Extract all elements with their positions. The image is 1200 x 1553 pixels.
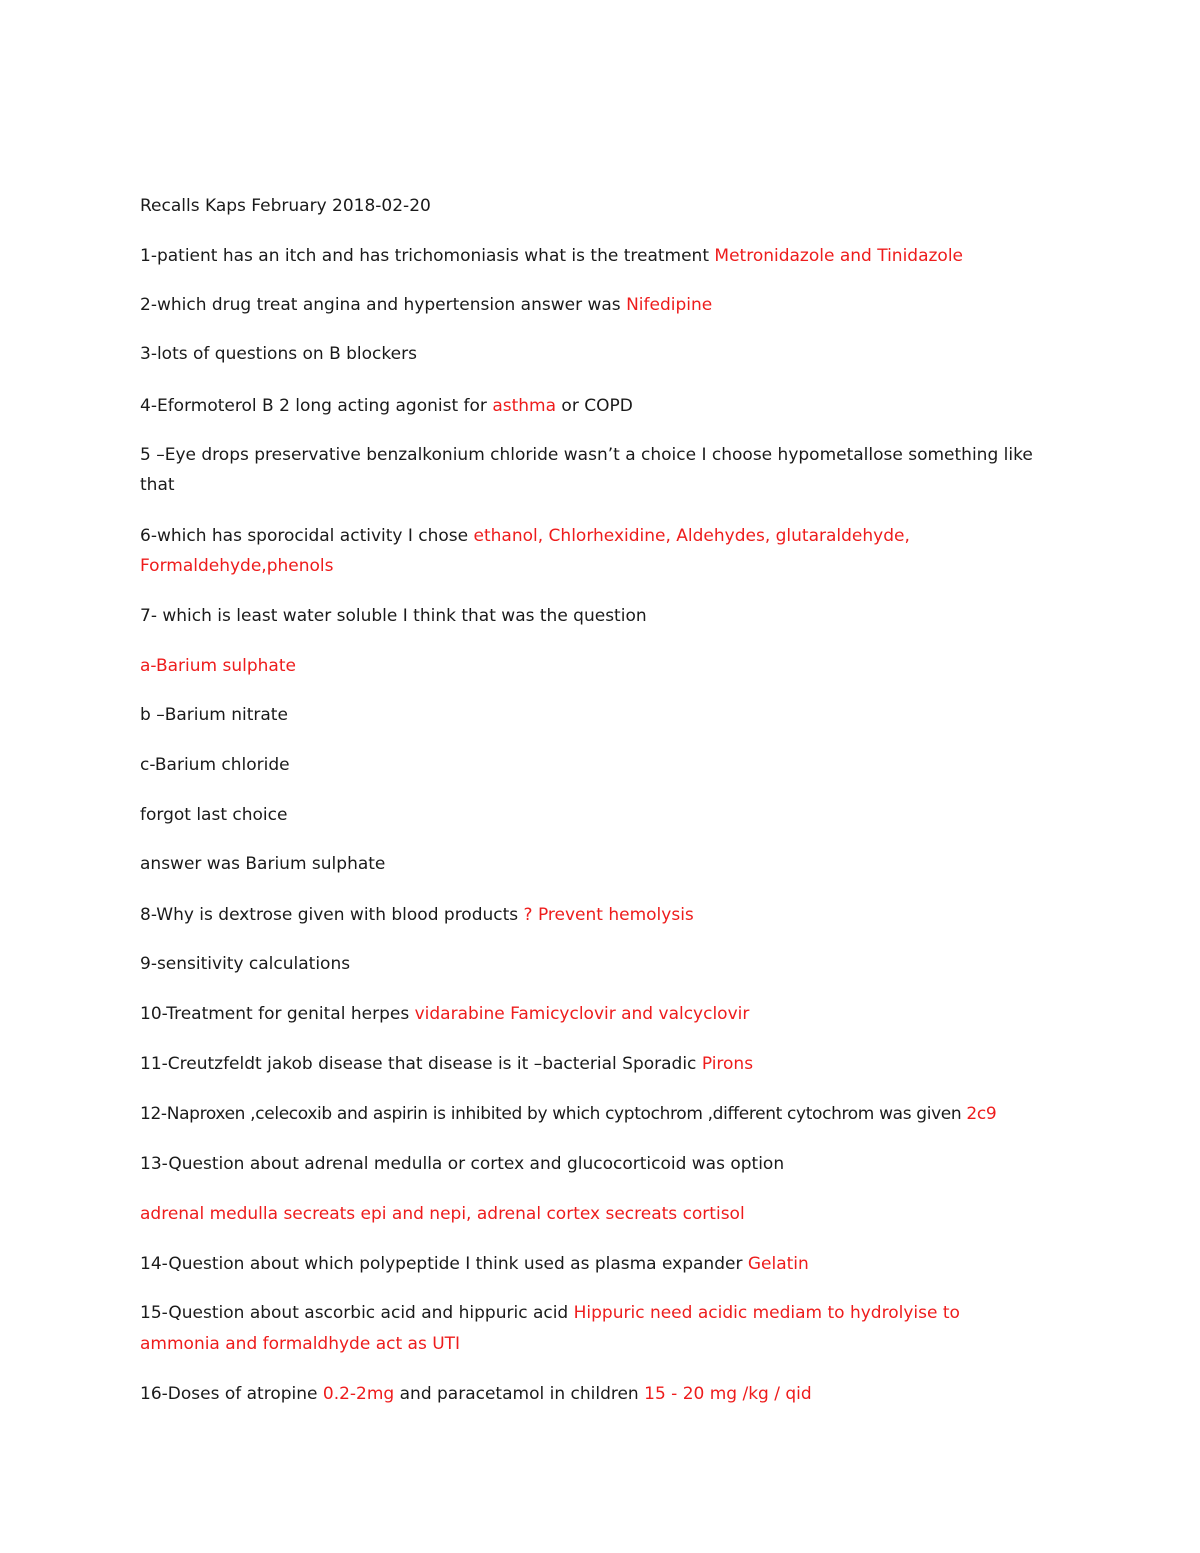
question-6-text: 6-which has sporocidal activity I chose — [140, 526, 474, 546]
question-16-text-2: and paracetamol in children — [394, 1384, 645, 1404]
question-16-answer-paracetamol: 15 - 20 mg /kg / qid — [644, 1384, 812, 1404]
question-15-answer-line-2: ammonia and formaldhyde act as UTI — [140, 1334, 461, 1354]
question-8-answer: ? Prevent hemolysis — [523, 905, 694, 925]
question-10-answer: vidarabine Famicyclovir and valcyclovir — [414, 1004, 750, 1024]
question-12 — [140, 1103, 996, 1125]
question-15-answer-line-1: Hippuric need acidic mediam to hydrolyise to — [573, 1303, 960, 1323]
question-2 — [140, 294, 712, 316]
question-1-answer: Metronidazole and Tinidazole — [714, 246, 964, 266]
question-4 — [140, 395, 633, 417]
question-14-answer: Gelatin — [747, 1254, 809, 1274]
question-12-answer: 2c9 — [966, 1104, 997, 1124]
question-4-answer: asthma — [492, 396, 557, 416]
question-7-option-b: b –Barium nitrate — [140, 705, 288, 725]
question-7-forgot-note: forgot last choice — [140, 805, 288, 825]
question-7-option-c: c-Barium chloride — [140, 755, 290, 775]
question-11 — [140, 1053, 753, 1075]
question-12-text: 12-Naproxen ,celecoxib and aspirin is inhibited by which cyptochrom ,different cytochrom was given — [140, 1104, 967, 1124]
question-15 — [140, 1302, 960, 1324]
question-13: 13-Question about adrenal medulla or cortex and glucocorticoid was option — [140, 1154, 785, 1174]
question-6 — [140, 525, 910, 547]
question-15-text: 15-Question about ascorbic acid and hippuric acid — [140, 1303, 574, 1323]
question-4-text-after: or COPD — [556, 396, 633, 416]
question-6-answer-line-2: Formaldehyde,phenols — [140, 556, 334, 576]
question-8 — [140, 904, 694, 926]
question-16-text: 16-Doses of atropine — [140, 1384, 323, 1404]
question-8-text: 8-Why is dextrose given with blood products — [140, 905, 524, 925]
question-5-line-1: 5 –Eye drops preservative benzalkonium chloride wasn’t a choice I choose hypometallose something like — [140, 445, 1033, 465]
question-10 — [140, 1003, 749, 1025]
question-3: 3-lots of questions on B blockers — [140, 344, 417, 364]
question-10-text: 10-Treatment for genital herpes — [140, 1004, 415, 1024]
question-2-answer: Nifedipine — [626, 295, 713, 315]
question-1 — [140, 245, 963, 267]
question-14-text: 14-Question about which polypeptide I think used as plasma expander — [140, 1254, 748, 1274]
question-6-answer-line-1: ethanol, Chlorhexidine, Aldehydes, glutaraldehyde, — [473, 526, 910, 546]
question-7: 7- which is least water soluble I think that was the question — [140, 606, 647, 626]
question-9: 9-sensitivity calculations — [140, 954, 351, 974]
question-4-text: 4-Eformoterol B 2 long acting agonist for — [140, 396, 493, 416]
question-16-answer-atropine: 0.2-2mg — [322, 1384, 395, 1404]
question-16 — [140, 1383, 812, 1405]
question-7-answer-note: answer was Barium sulphate — [140, 854, 386, 874]
question-2-text: 2-which drug treat angina and hypertension answer was — [140, 295, 627, 315]
question-7-option-a: a-Barium sulphate — [140, 656, 296, 676]
question-13-answer: adrenal medulla secreats epi and nepi, adrenal cortex secreats cortisol — [140, 1204, 745, 1224]
question-11-answer: Pirons — [701, 1054, 754, 1074]
question-1-text: 1-patient has an itch and has trichomoniasis what is the treatment — [140, 246, 715, 266]
question-11-text: 11-Creutzfeldt jakob disease that disease is it –bacterial Sporadic — [140, 1054, 702, 1074]
question-5-line-2: that — [140, 475, 175, 495]
question-14 — [140, 1253, 809, 1275]
document-title: Recalls Kaps February 2018-02-20 — [140, 196, 431, 216]
